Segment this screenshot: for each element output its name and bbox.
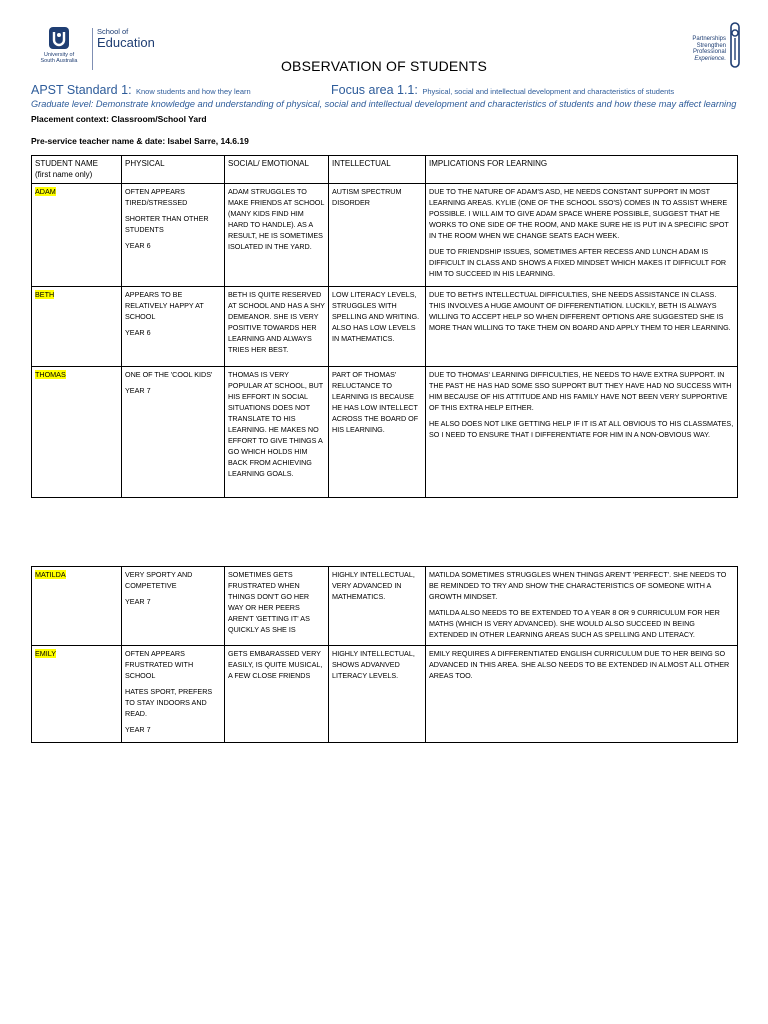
pspe-line1: Partnerships [692, 36, 726, 42]
header-social: SOCIAL/ EMOTIONAL [225, 156, 329, 184]
physical-cell [122, 646, 225, 743]
physical-cell [122, 184, 225, 287]
university-name-line1: University of [43, 52, 75, 58]
physical-note: VERY SPORTY AND COMPETETIVE [125, 570, 193, 590]
standard-label: APST Standard 1 [31, 83, 129, 97]
physical-note: YEAR 7 [125, 386, 151, 395]
intellectual-cell: HIGHLY INTELLECTUAL, SHOWS ADVANVED LITERACY LEVELS. [329, 646, 426, 743]
header-intellectual: INTELLECTUAL [329, 156, 426, 184]
table-row [32, 287, 738, 367]
implications-paragraph: DUE TO BETH'S INTELLECTUAL DIFFICULTIES, SHE NEEDS ASSISTANCE IN CLASS. THIS INVOLVES A HUGE AMOUNT OF DIFFERENTIATION. LUCKILY, BETH IS ALWAYS WILLING TO ACCEPT HELP SO WHEN DIFFERENT OPTIONS ARE SUGGESTED SHE IS MORE THAN WILLING TO TAKE THEM ON BOARD AND APPLY THEM TO HER LEARNING. [429, 290, 731, 332]
implications-paragraph: HE ALSO DOES NOT LIKE GETTING HELP IF IT IS AT ALL OBVIOUS TO HIS CLASSMATES, SO I NEED TO ENSURE THAT I DIFFERENTIATE FOR HIM IN A NON-OBVIOUS WAY. [429, 419, 734, 439]
pspe-line4: Experience. [694, 55, 726, 62]
physical-note: YEAR 7 [125, 725, 151, 734]
student-name-cell [32, 287, 122, 367]
physical-note: HATES SPORT, PREFERS TO STAY INDOORS AND READ. [125, 687, 213, 718]
social-cell: THOMAS IS VERY POPULAR AT SCHOOL, BUT HIS EFFORT IN SOCIAL SITUATIONS DOES NOT TRANSLATE TO HIS LEARNING. HE MAKES NO EFFORT TO GIVE THINGS A GO WHICH HOLDS HIM BACK FROM ACHIEVING LEARNING GOALS. [225, 367, 329, 498]
physical-note: YEAR 6 [125, 241, 151, 250]
implications-paragraph: MATILDA ALSO NEEDS TO BE EXTENDED TO A YEAR 8 OR 9 CURRICULUM FOR HER MATHS (WHICH IS VERY ADVANCED). SHE WOULD ALSO SUCCEED IN BEING EXTENDED IN OTHER LEARNING AREAS SUCH AS SPELLING AND LITERACY. [429, 608, 720, 639]
graduate-level [31, 99, 751, 109]
standard-line: APST Standard 1: Know students and how they learn Focus area 1.1: Physical, social and intellectual development and characteristics of students [31, 83, 675, 97]
placement-context: Placement context: Classroom/School Yard [31, 114, 207, 124]
table-row [32, 184, 738, 287]
physical-note: YEAR 7 [125, 597, 151, 606]
implications-paragraph: DUE TO FRIENDSHIP ISSUES, SOMETIMES AFTER RECESS AND LUNCH ADAM IS DIFFICULT IN CLASS AND SHOWS A FIXED MINDSET WHICH MAKES IT DIFFICULT FOR HIM TO SUCCEED IN HIS LEARNING. [429, 247, 727, 278]
table-row [32, 567, 738, 646]
social-cell: ADAM STRUGGLES TO MAKE FRIENDS AT SCHOOL (MANY KIDS FIND HIM HARD TO HANDLE). AS A RESULT, HE IS SOMETIMES ISOLATED IN THE YARD. [225, 184, 329, 287]
physical-cell [122, 287, 225, 367]
student-name: THOMAS [35, 370, 66, 379]
table-header-row [32, 156, 738, 184]
page-title: OBSERVATION OF STUDENTS [280, 58, 488, 74]
table-row [32, 646, 738, 743]
social-cell: SOMETIMES GETS FRUSTRATED WHEN THINGS DON'T GO HER WAY OR HER PEERS AREN'T 'GETTING IT' AS QUICKLY AS SHE IS [225, 567, 329, 646]
physical-note: YEAR 6 [125, 328, 151, 337]
school-name-line2: Education [97, 35, 155, 50]
unisa-crest-icon [48, 26, 70, 50]
student-name-cell [32, 184, 122, 287]
student-name-cell [32, 646, 122, 743]
implications-cell [426, 567, 738, 646]
student-name: ADAM [35, 187, 56, 196]
implications-cell [426, 646, 738, 743]
student-name-cell [32, 367, 122, 498]
implications-paragraph: DUE TO THOMAS' LEARNING DIFFICULTIES, HE NEEDS TO HAVE EXTRA SUPPORT. IN THE PAST HE HAS HAD SOME SSO SUPPORT BUT THEY HAVE HAD NO SUCCESS WITH HIM BECAUSE OF HIS ATTITUDE AND HIS FAMILY HAVE NOT BEEN VERY SUPPORTIVE OF THIS EXTRA HELP EITHER. [429, 370, 732, 412]
student-name-cell [32, 567, 122, 646]
header-physical: PHYSICAL [122, 156, 225, 184]
implications-paragraph: MATILDA SOMETIMES STRUGGLES WHEN THINGS AREN'T 'PERFECT'. SHE NEEDS TO BE REMINDED TO TRY AND SHOW THE CHARACTERISTICS OF SOMEONE WITH A GROWTH MINDSET. [429, 570, 727, 601]
pspe-line2: Strengthen [696, 42, 726, 49]
intellectual-cell: PART OF THOMAS' RELUCTANCE TO LEARNING IS BECAUSE HE HAS LOW INTELLECT ACROSS THE BOARD OF HIS LEARNING. [329, 367, 426, 498]
focus-label: Focus area 1.1 [331, 83, 415, 97]
school-name-line1: School of [97, 27, 129, 36]
standard-text: Know students and how they learn [136, 87, 251, 96]
physical-cell [122, 367, 225, 498]
header-student-line2: (first name only) [35, 170, 93, 179]
physical-cell [122, 567, 225, 646]
student-name: MATILDA [35, 570, 66, 579]
university-name-line2: South Australia [40, 58, 78, 64]
implications-cell [426, 287, 738, 367]
physical-note: APPEARS TO BE RELATIVELY HAPPY AT SCHOOL [125, 290, 204, 321]
implications-paragraph: DUE TO THE NATURE OF ADAM'S ASD, HE NEEDS CONSTANT SUPPORT IN MOST LEARNING AREAS. KYLIE (ONE OF THE SCHOOL SSO'S) COMES IN TO ASSIST WHERE POSSIBLE. I WILL AIM TO GIVE ADAM SPACE WHERE POSSIBLE, SUGGEST THAT HE WORKS TO ONE SIDE OF THE ROOM, AND MAKE SURE HE IS PUT IN A SPECIFIC SPOT IN THE ROOM WHEN WE CHANGE SEATS EACH WEEK. [429, 187, 729, 240]
school-name [97, 28, 155, 50]
physical-note: ONE OF THE 'COOL KIDS' [125, 370, 213, 379]
table-row [32, 367, 738, 498]
student-name: EMILY [35, 649, 57, 658]
observation-table-2 [31, 566, 738, 743]
physical-note: SHORTER THAN OTHER STUDENTS [125, 214, 209, 234]
focus-area: Focus area 1.1: Physical, social and intellectual development and characteristics of students [331, 83, 675, 97]
social-cell: GETS EMBARASSED VERY EASILY, IS QUITE MUSICAL, A FEW CLOSE FRIENDS [225, 646, 329, 743]
implications-cell [426, 184, 738, 287]
focus-text: Physical, social and intellectual development and characteristics of students [422, 87, 675, 96]
student-name: BETH [35, 290, 55, 299]
implications-paragraph: EMILY REQUIRES A DIFFERENTIATED ENGLISH CURRICULUM DUE TO HER BEING SO ADVANCED IN THIS AREA. SHE ALSO NEEDS TO BE EXTENDED IN ALMOST ALL OTHER AREAS TOO. [429, 649, 730, 680]
pspe-line3: Professional [692, 49, 726, 55]
implications-cell [426, 367, 738, 498]
intellectual-cell: LOW LITERACY LEVELS, STRUGGLES WITH SPELLING AND WRITING. ALSO HAS LOW LEVELS IN MATHEMATICS. [329, 287, 426, 367]
preservice-teacher: Pre-service teacher name & date: Isabel Sarre, 14.6.19 [31, 136, 249, 146]
intellectual-cell: HIGHLY INTELLECTUAL, VERY ADVANCED IN MATHEMATICS. [329, 567, 426, 646]
intellectual-cell: AUTISM SPECTRUM DISORDER [329, 184, 426, 287]
graduate-label: Graduate level: [31, 99, 94, 109]
observation-table-1 [31, 155, 738, 498]
header-student-line1: STUDENT NAME [35, 159, 98, 168]
physical-note: OFTEN APPEARS FRUSTRATED WITH SCHOOL [125, 649, 194, 680]
header-implications: IMPLICATIONS FOR LEARNING [426, 156, 738, 184]
social-cell: BETH IS QUITE RESERVED AT SCHOOL AND HAS A SHY DEMEANOR. SHE IS VERY POSITIVE TOWARDS HER LEARNING AND ALWAYS TRIES HER BEST. [225, 287, 329, 367]
header-student-name [32, 156, 122, 184]
graduate-text: Demonstrate knowledge and understanding of physical, social and intellectual development and characteristics of students and how these may affect learning [95, 99, 737, 109]
physical-note: OFTEN APPEARS TIRED/STRESSED [125, 187, 188, 207]
